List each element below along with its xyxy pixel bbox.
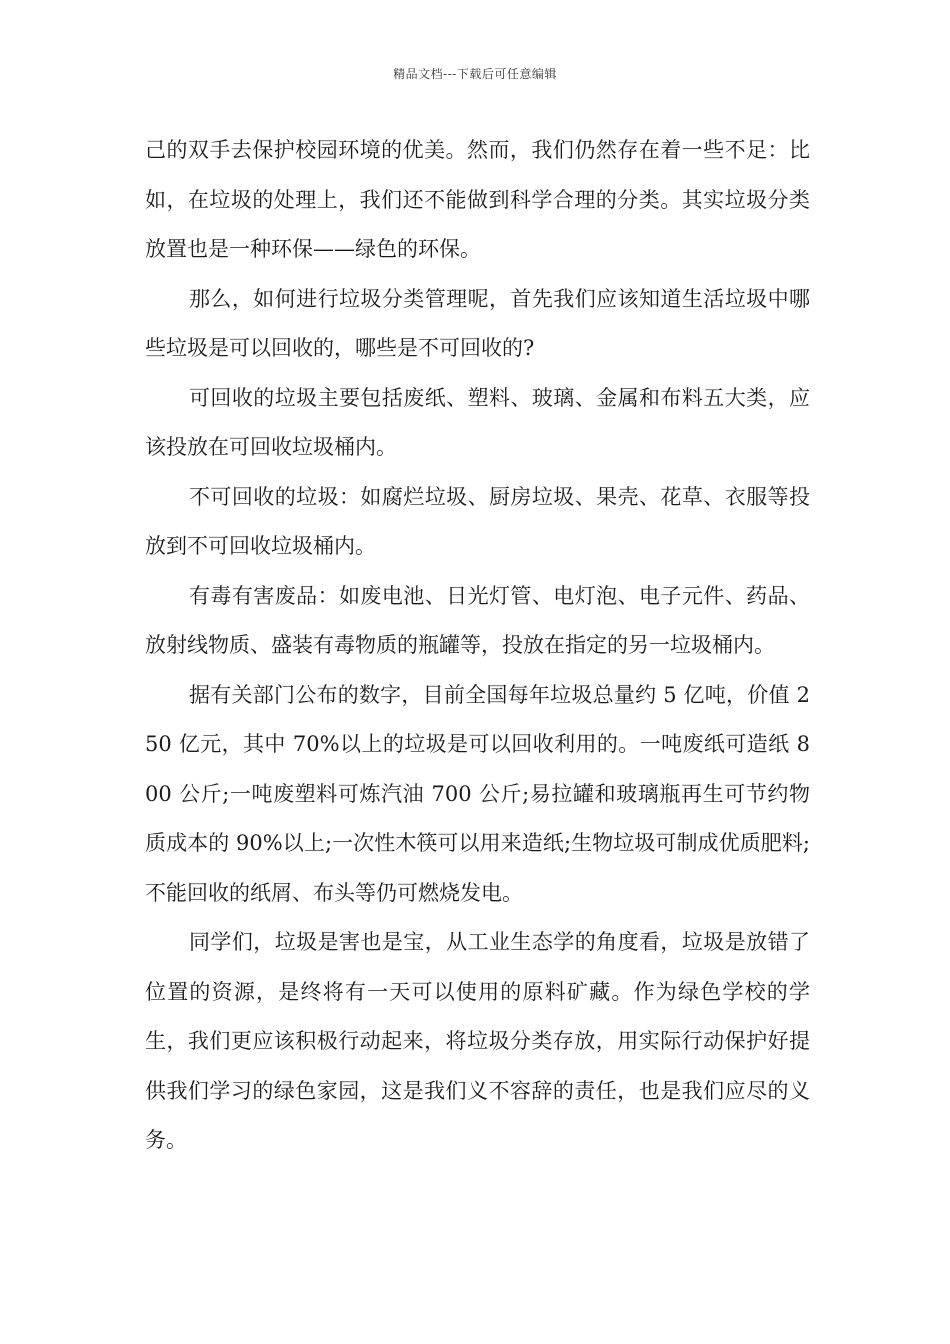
paragraph-statistics: 据有关部门公布的数字，目前全国每年垃圾总量约 5 亿吨，价值 250 亿元，其中 70%以上的垃圾是可以回收利用的。一吨废纸可造纸 800 公斤;一吨废塑料可炼汽油 700 公斤;易拉罐和玻璃瓶再生可节约物质成本的 90%以上;一次性木筷可以用来造纸;生物垃圾可制成优质肥料;不能回收的纸屑、布头等仍可燃烧发电。 bbox=[145, 682, 810, 905]
paragraph-recyclable: 可回收的垃圾主要包括废纸、塑料、玻璃、金属和布料五大类，应该投放在可回收垃圾桶内。 bbox=[145, 385, 810, 459]
paragraph-how-to-sort: 那么，如何进行垃圾分类管理呢，首先我们应该知道生活垃圾中哪些垃圾是可以回收的，哪些是不可回收的? bbox=[145, 286, 810, 360]
paragraph-non-recyclable: 不可回收的垃圾：如腐烂垃圾、厨房垃圾、果壳、花草、衣服等投放到不可回收垃圾桶内。 bbox=[145, 484, 810, 558]
paragraph-conclusion: 同学们，垃圾是害也是宝，从工业生态学的角度看，垃圾是放错了位置的资源，是终将有一天可以使用的原料矿藏。作为绿色学校的学生，我们更应该积极行动起来，将垃圾分类存放，用实际行动保护好提供我们学习的绿色家园，这是我们义不容辞的责任，也是我们应尽的义务。 bbox=[145, 930, 810, 1152]
page-header: 精品文档---下载后可任意编辑 bbox=[393, 67, 557, 81]
document-body bbox=[145, 126, 810, 1166]
paragraph-continued: 己的双手去保护校园环境的优美。然而，我们仍然存在着一些不足：比如，在垃圾的处理上，我们还不能做到科学合理的分类。其实垃圾分类放置也是一种环保——绿色的环保。 bbox=[145, 138, 810, 261]
paragraph-hazardous: 有毒有害废品：如废电池、日光灯管、电灯泡、电子元件、药品、放射线物质、盛装有毒物质的瓶罐等，投放在指定的另一垃圾桶内。 bbox=[145, 583, 810, 657]
